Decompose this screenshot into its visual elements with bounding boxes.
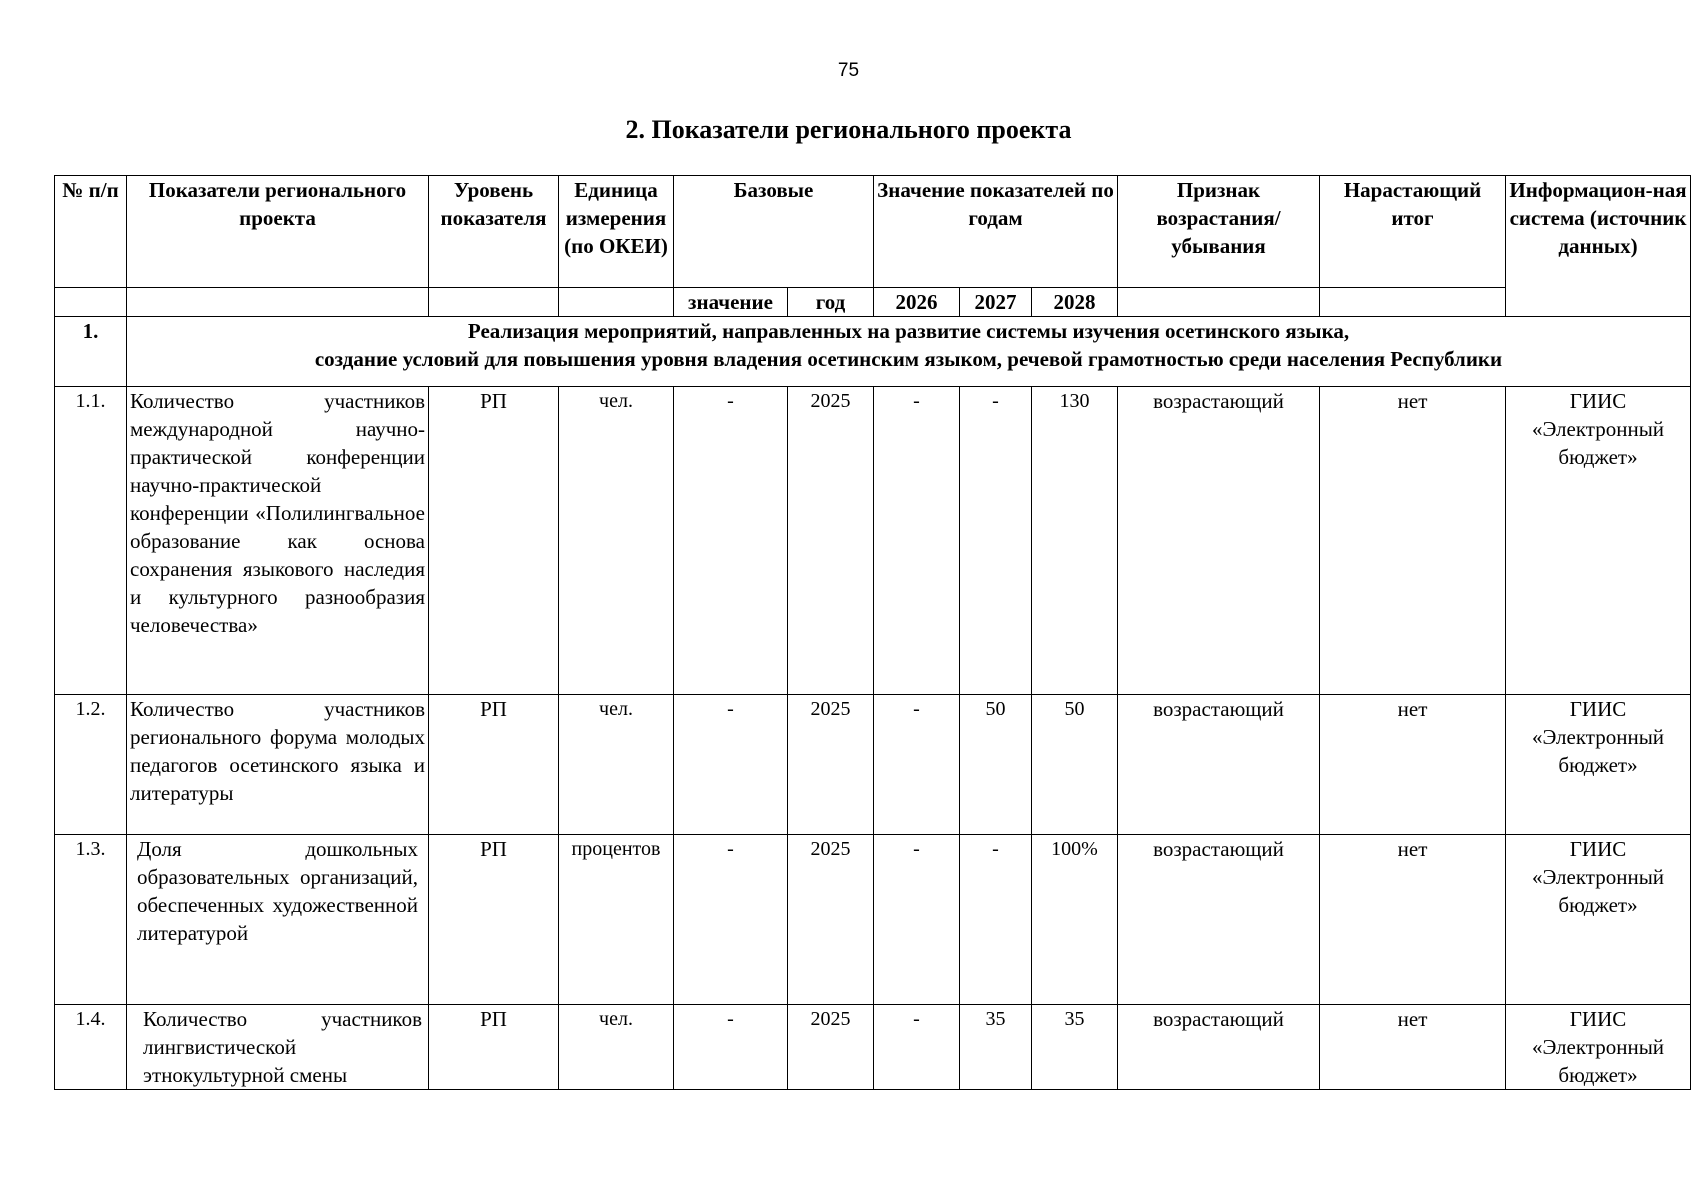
header-trend: Признак возрастания/ убывания xyxy=(1118,176,1320,288)
indicator-unit: чел. xyxy=(559,1005,674,1090)
subheader-row xyxy=(55,288,1691,317)
table-row xyxy=(55,1005,1691,1090)
header-base-value: значение xyxy=(674,288,788,317)
header-row xyxy=(55,176,1691,288)
value-2028: 35 xyxy=(1032,1005,1118,1090)
indicator-name: Количество участников лингвистической этнокультурной смены xyxy=(127,1005,429,1090)
base-year: 2025 xyxy=(788,695,874,835)
indicator-level: РП xyxy=(429,835,559,1005)
cumulative: нет xyxy=(1320,1005,1506,1090)
cumulative: нет xyxy=(1320,695,1506,835)
table-row xyxy=(55,835,1691,1005)
data-source: ГИИС «Электронный бюджет» xyxy=(1506,1005,1691,1090)
header-cumulative: Нарастающий итог xyxy=(1320,176,1506,288)
row-number: 1.2. xyxy=(55,695,127,835)
subheader-cumulative-empty xyxy=(1320,288,1506,317)
indicator-unit: чел. xyxy=(559,695,674,835)
data-source: ГИИС «Электронный бюджет» xyxy=(1506,387,1691,695)
row-number: 1.4. xyxy=(55,1005,127,1090)
indicator-name: Доля дошкольных образовательных организаций, обеспеченных художественной литературой xyxy=(127,835,429,1005)
value-2028: 50 xyxy=(1032,695,1118,835)
value-2028: 130 xyxy=(1032,387,1118,695)
header-year-2028: 2028 xyxy=(1032,288,1118,317)
row-number: 1.1. xyxy=(55,387,127,695)
header-year-2027: 2027 xyxy=(960,288,1032,317)
section-title xyxy=(127,317,1691,387)
header-unit: Единица измерения (по ОКЕИ) xyxy=(559,176,674,288)
section-row xyxy=(55,317,1691,387)
section-number: 1. xyxy=(55,317,127,387)
indicator-name: Количество участников международной научно-практической конференции научно-практической конференции «Полилингвальное образование как основа сохранения языкового наследия и культурного разнообразия человечества» xyxy=(127,387,429,695)
cumulative: нет xyxy=(1320,835,1506,1005)
row-number: 1.3. xyxy=(55,835,127,1005)
page-title: 2. Показатели регионального проекта xyxy=(625,115,1072,144)
page-number: 75 xyxy=(837,60,860,81)
section-title-line-1: Реализация мероприятий, направленных на развитие системы изучения осетинского языка, xyxy=(467,319,1350,343)
value-2026: - xyxy=(874,387,960,695)
base-value: - xyxy=(674,387,788,695)
data-source: ГИИС «Электронный бюджет» xyxy=(1506,695,1691,835)
header-num: № п/п xyxy=(55,176,127,288)
section-title-line-2: создание условий для повышения уровня владения осетинским языком, речевой грамотностью среди населения Республики xyxy=(314,347,1503,371)
indicators-table xyxy=(54,175,1691,1090)
base-year: 2025 xyxy=(788,835,874,1005)
trend: возрастающий xyxy=(1118,835,1320,1005)
header-base: Базовые xyxy=(674,176,874,288)
value-2026: - xyxy=(874,1005,960,1090)
trend: возрастающий xyxy=(1118,695,1320,835)
value-2028: 100% xyxy=(1032,835,1118,1005)
base-value: - xyxy=(674,1005,788,1090)
subheader-unit-empty xyxy=(559,288,674,317)
subheader-num-empty xyxy=(55,288,127,317)
header-values: Значение показателей по годам xyxy=(874,176,1118,288)
data-source: ГИИС «Электронный бюджет» xyxy=(1506,835,1691,1005)
value-2026: - xyxy=(874,835,960,1005)
table-row xyxy=(55,695,1691,835)
indicator-name: Количество участников регионального форума молодых педагогов осетинского языка и литературы xyxy=(127,695,429,835)
value-2027: 50 xyxy=(960,695,1032,835)
header-source: Информацион-ная система (источник данных) xyxy=(1506,176,1691,317)
header-base-year: год xyxy=(788,288,874,317)
value-2027: 35 xyxy=(960,1005,1032,1090)
header-name: Показатели регионального проекта xyxy=(127,176,429,288)
trend: возрастающий xyxy=(1118,387,1320,695)
base-year: 2025 xyxy=(788,1005,874,1090)
value-2027: - xyxy=(960,387,1032,695)
cumulative: нет xyxy=(1320,387,1506,695)
trend: возрастающий xyxy=(1118,1005,1320,1090)
indicator-level: РП xyxy=(429,1005,559,1090)
base-year: 2025 xyxy=(788,387,874,695)
table-row xyxy=(55,387,1691,695)
header-level: Уровень показателя xyxy=(429,176,559,288)
subheader-name-empty xyxy=(127,288,429,317)
value-2027: - xyxy=(960,835,1032,1005)
subheader-trend-empty xyxy=(1118,288,1320,317)
base-value: - xyxy=(674,835,788,1005)
indicator-unit: процентов xyxy=(559,835,674,1005)
indicator-level: РП xyxy=(429,695,559,835)
header-year-2026: 2026 xyxy=(874,288,960,317)
indicator-level: РП xyxy=(429,387,559,695)
indicator-unit: чел. xyxy=(559,387,674,695)
subheader-level-empty xyxy=(429,288,559,317)
value-2026: - xyxy=(874,695,960,835)
base-value: - xyxy=(674,695,788,835)
